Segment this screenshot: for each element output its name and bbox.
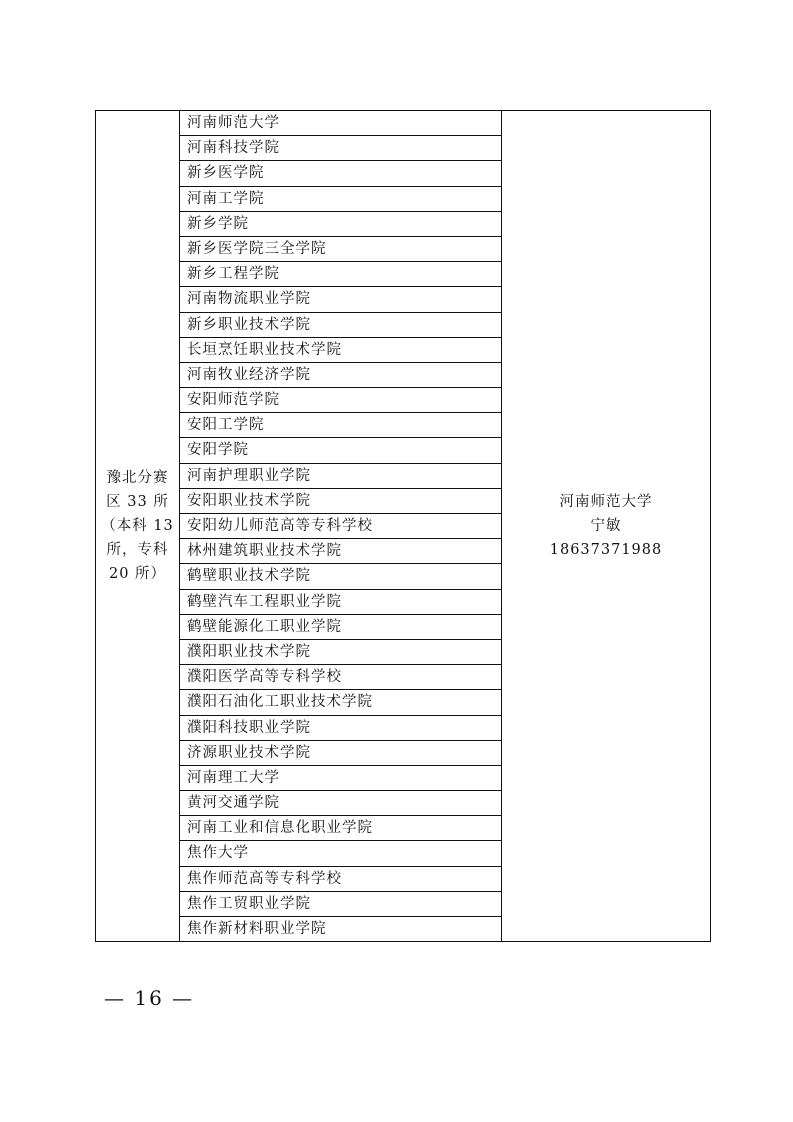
region-line: （本科 13 [101, 518, 174, 534]
school-row: 济源职业技术学院 [180, 741, 501, 766]
school-row: 河南理工大学 [180, 766, 501, 791]
school-row: 安阳工学院 [180, 413, 501, 438]
school-row: 鹤壁能源化工职业学院 [180, 615, 501, 640]
school-row: 新乡职业技术学院 [180, 313, 501, 338]
school-row: 河南牧业经济学院 [180, 363, 501, 388]
region-label [101, 466, 174, 586]
school-row: 安阳幼儿师范高等专科学校 [180, 514, 501, 539]
school-row: 鹤壁汽车工程职业学院 [180, 590, 501, 615]
school-row: 新乡学院 [180, 212, 501, 237]
contact-organization: 河南师范大学 [559, 494, 653, 510]
school-row: 安阳职业技术学院 [180, 489, 501, 514]
schools-table [95, 110, 711, 942]
school-row: 濮阳医学高等专科学校 [180, 665, 501, 690]
school-row: 长垣烹饪职业技术学院 [180, 338, 501, 363]
school-row: 河南护理职业学院 [180, 464, 501, 489]
contact-person: 宁敏 [590, 518, 622, 534]
school-row: 安阳学院 [180, 438, 501, 463]
region-line: 豫北分赛 [106, 470, 169, 486]
school-row: 濮阳职业技术学院 [180, 640, 501, 665]
school-list [180, 111, 502, 941]
school-row: 新乡工程学院 [180, 262, 501, 287]
school-row: 鹤壁职业技术学院 [180, 564, 501, 589]
school-row: 河南科技学院 [180, 136, 501, 161]
school-row: 新乡医学院 [180, 161, 501, 186]
region-line: 所，专科 [106, 542, 169, 558]
school-row: 焦作工贸职业学院 [180, 892, 501, 917]
school-row: 黄河交通学院 [180, 791, 501, 816]
school-row: 安阳师范学院 [180, 388, 501, 413]
school-row: 河南物流职业学院 [180, 287, 501, 312]
school-row: 濮阳石油化工职业技术学院 [180, 690, 501, 715]
school-row: 焦作新材料职业学院 [187, 921, 327, 937]
school-row: 新乡医学院三全学院 [180, 237, 501, 262]
page-number: — 16 — [104, 986, 195, 1010]
school-row: 焦作师范高等专科学校 [180, 867, 501, 892]
school-row: 林州建筑职业技术学院 [180, 539, 501, 564]
school-row: 河南工学院 [180, 187, 501, 212]
school-row: 焦作大学 [180, 841, 501, 866]
contact-info [550, 490, 662, 562]
school-row: 濮阳科技职业学院 [180, 716, 501, 741]
contact-cell [502, 111, 710, 941]
school-row: 河南工业和信息化职业学院 [180, 816, 501, 841]
region-line: 区 33 所 [106, 494, 169, 510]
school-row: 河南师范大学 [180, 111, 501, 136]
contact-phone: 18637371988 [549, 542, 663, 558]
region-line: 20 所） [108, 566, 167, 582]
region-cell [96, 111, 180, 941]
